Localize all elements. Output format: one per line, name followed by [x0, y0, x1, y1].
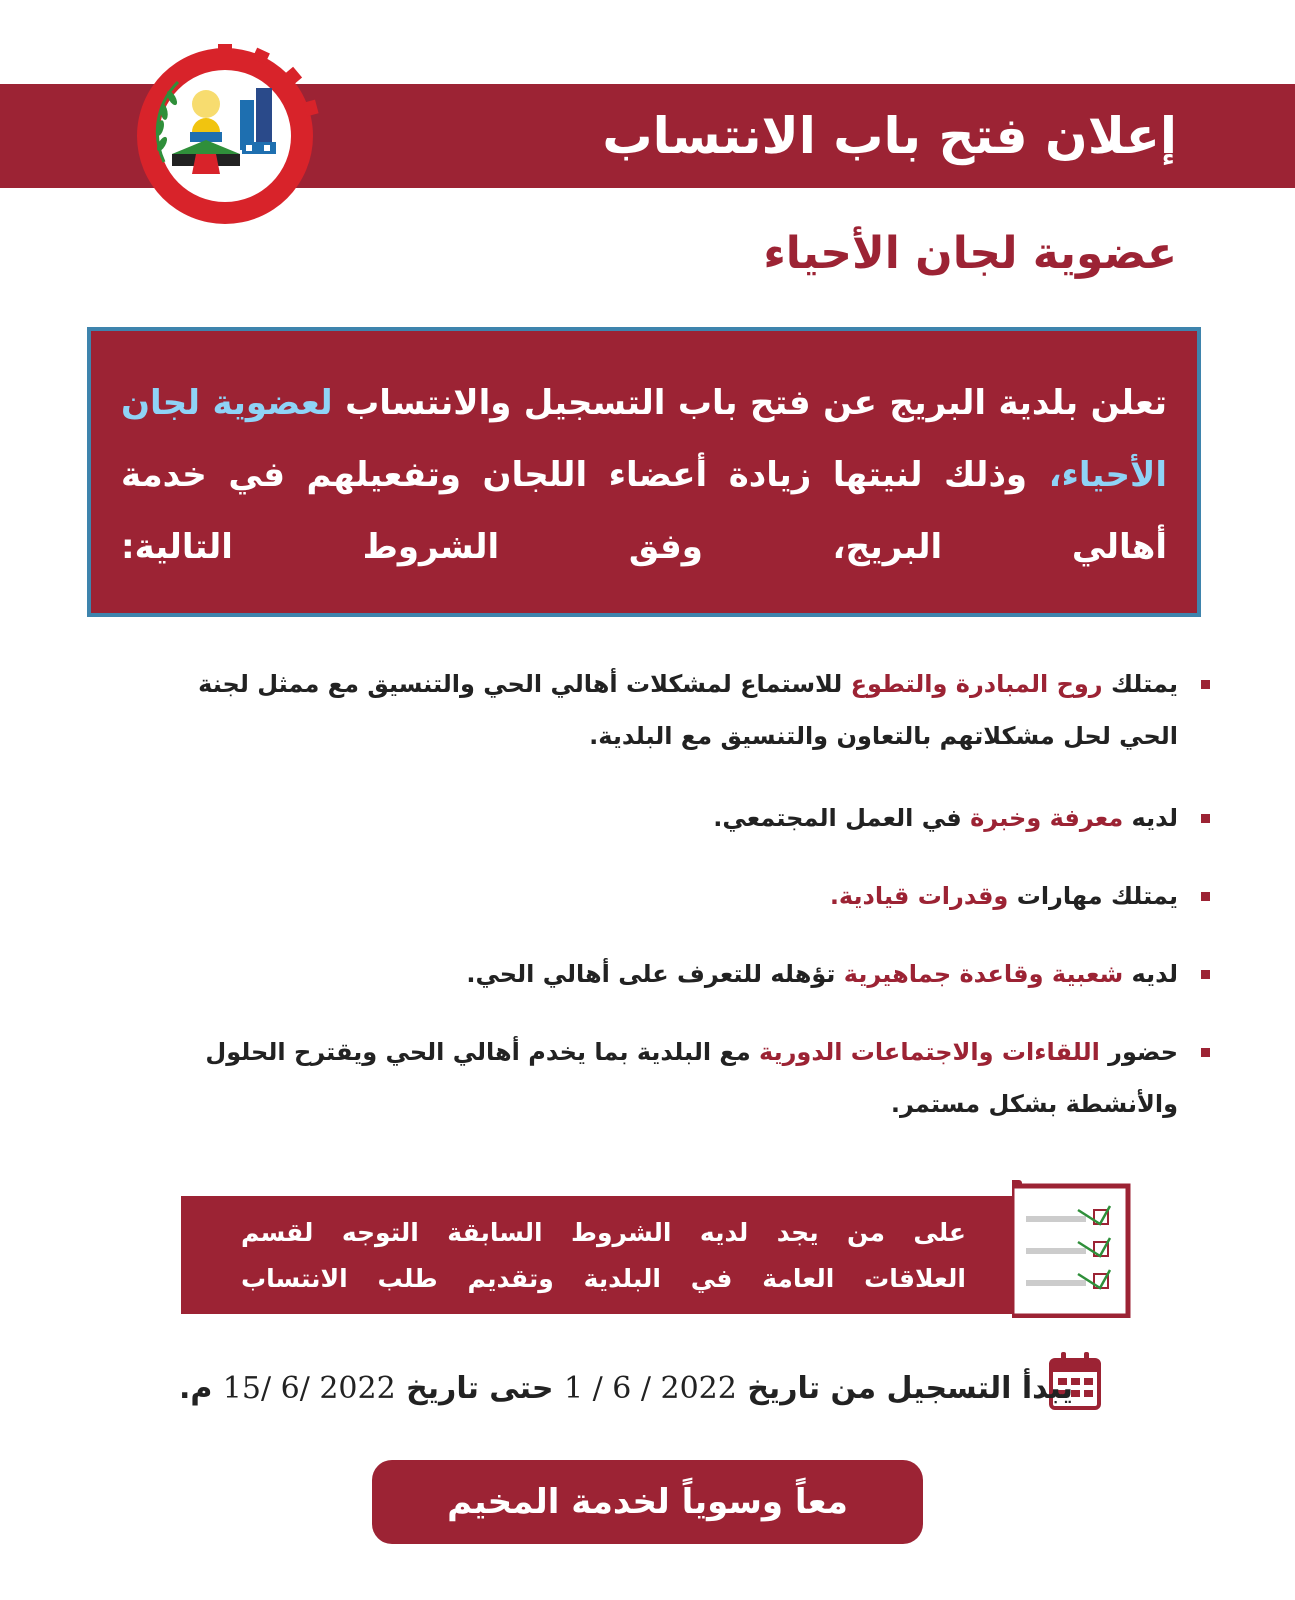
- square-bullet-icon: [1201, 970, 1210, 979]
- condition-text: حضور: [1099, 1038, 1178, 1066]
- intro-text-cont: وذلك لنيتها زيادة أعضاء اللجان وتفعيلهم في خدمة أهالي البريج، وفق الشروط التالية:: [121, 455, 1167, 567]
- page-title: إعلان فتح باب الانتساب: [602, 107, 1177, 165]
- condition-text: مع البلدية بما يخدم أهالي الحي ويقترح الحلول والأنشطة بشكل مستمر.: [205, 1038, 1178, 1118]
- starts-label: يبدأ التسجيل من تاريخ: [747, 1371, 1073, 1406]
- conditions-list: [165, 658, 1210, 1130]
- square-bullet-icon: [1201, 680, 1210, 689]
- date-suffix: م.: [178, 1371, 213, 1406]
- condition-item: [165, 1026, 1210, 1130]
- condition-text: في العمل المجتمعي.: [713, 804, 971, 832]
- square-bullet-icon: [1201, 814, 1210, 823]
- condition-emphasis: معرفة وخبرة: [970, 804, 1124, 832]
- condition-text: يمتلك: [1102, 670, 1178, 698]
- until-label: حتى تاريخ: [406, 1371, 554, 1406]
- condition-emphasis: شعبية وقاعدة جماهيرية: [843, 960, 1124, 988]
- note-box: [181, 1196, 1026, 1314]
- condition-emphasis: روح المبادرة والتطوع: [850, 670, 1103, 698]
- registration-dates: [179, 1365, 1073, 1413]
- condition-item: [165, 792, 1210, 844]
- condition-item: [165, 948, 1210, 1000]
- page-subtitle: عضوية لجان الأحياء: [763, 228, 1177, 279]
- note-line-1: على من يجد لديه الشروط السابقة التوجه لقسم: [241, 1218, 966, 1247]
- intro-text: تعلن بلدية البريج عن فتح باب التسجيل والانتساب: [345, 383, 1167, 423]
- municipality-logo: [122, 44, 328, 224]
- condition-item: [165, 658, 1210, 762]
- footer-slogan: معاً وسوياً لخدمة المخيم: [372, 1460, 923, 1544]
- note-line-2: العلاقات العامة في البلدية وتقديم طلب الانتساب: [241, 1264, 966, 1293]
- condition-text: للاستماع لمشكلات أهالي الحي والتنسيق مع ممثل لجنة الحي لحل مشكلاتهم بالتعاون والتنسيق مع البلدية.: [198, 670, 1178, 750]
- intro-highlight: لعضوية لجان الأحياء،: [121, 383, 1167, 495]
- square-bullet-icon: [1201, 1048, 1210, 1057]
- square-bullet-icon: [1201, 892, 1210, 901]
- start-date: 1 / 6 / 2022: [563, 1371, 737, 1406]
- condition-emphasis: وقدرات قيادية.: [829, 882, 1009, 910]
- end-date: 15/ 6/ 2022: [222, 1371, 396, 1406]
- condition-text: يمتلك مهارات: [1008, 882, 1178, 910]
- checklist-icon: [1012, 1168, 1132, 1318]
- condition-emphasis: اللقاءات والاجتماعات الدورية: [759, 1038, 1100, 1066]
- condition-text: لديه: [1123, 804, 1178, 832]
- condition-text: لديه: [1123, 960, 1178, 988]
- condition-item: [165, 870, 1210, 922]
- intro-box: [87, 327, 1201, 617]
- condition-text: تؤهله للتعرف على أهالي الحي.: [466, 960, 844, 988]
